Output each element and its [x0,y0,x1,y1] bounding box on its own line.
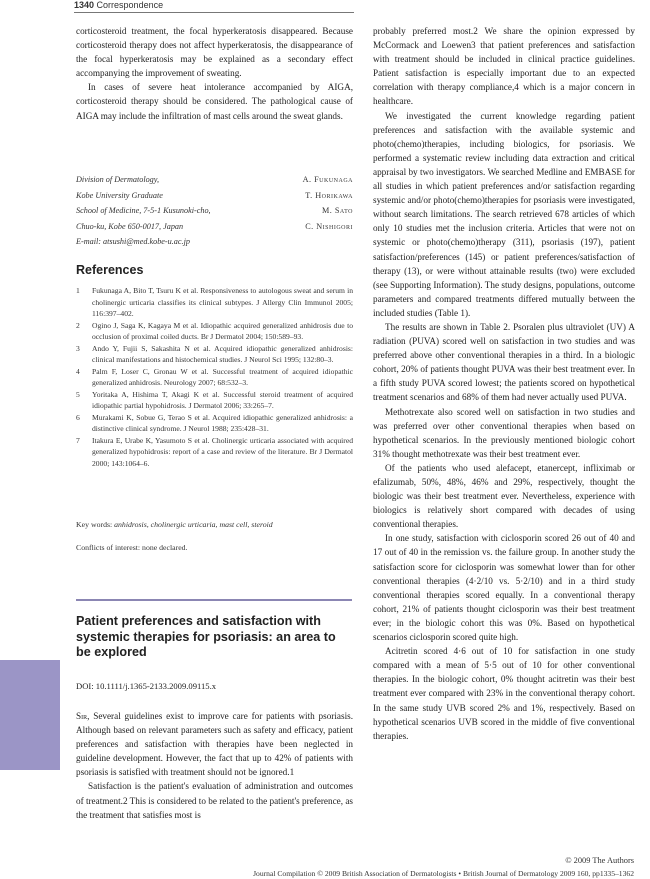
address-line: Chuo-ku, Kobe 650-0017, Japan [76,221,184,231]
section-separator [76,599,352,601]
body-paragraph: Acitretin scored 4·6 out of 10 for satisfaction in one study compared with a mean of 5·5 out of 10 for other conventional therapies. In the biologic cohort, 0% thought acitretin was their best treatment ever compared with 23% in the conventional therapy cohort. In the same study UVB scored 2% and 1%, respectively. Based on hypothetical scenarios UVB scored in the middle of five conventional therapies. [373,646,635,741]
author-name: T. Horikawa [305,190,353,200]
author-name: M. Sato [322,206,353,216]
body-paragraph: In cases of severe heat intolerance accompanied by AIGA, corticosteroid therapy should be considered. The pathological cause of AIGA may include the infiltration of mast cells around the sweat glands. [76,82,353,121]
side-color-tab [0,660,60,770]
reference-item: 1 Fukunaga A, Bito T, Tsuru K et al. Responsiveness to autologous sweat and serum in cholinergic urticaria classifies its clinical subtypes. J Allergy Clin Immunol 2005; 116:397–402. [76,286,353,318]
address-line: Kobe University Graduate [76,190,163,200]
reference-item: 4 Palm F, Loser C, Gronau W et al. Successful treatment of acquired idiopathic generalized anhidrosis. Neurology 2007; 68:532–3. [76,366,353,387]
body-paragraph: probably preferred most.2 We share the opinion expressed by McCormack and Loewen3 that patient preferences and satisfaction with treatment should be included in clinical practice guidelines. Patient satisfaction is especially important due to an expected correlation with therapy compliance,4 which is a major concern in healthcare. [373,26,635,107]
reference-item: 2 Ogino J, Saga K, Kagaya M et al. Idiopathic acquired generalized anhidrosis due to occlusion of proximal coiled ducts. Br J Dermatol 2004; 150:589–93. [76,320,353,341]
body-paragraph: Satisfaction is the patient's evaluation of administration and outcomes of treatment.2 This is considered to be related to the patient's preference, as the treatment that satisfies most is [76,781,354,820]
body-paragraph: Methotrexate also scored well on satisfaction in two studies and was preferred over other conventional therapies when based on hypothetical scenarios. In the previously mentioned biologic cohort 31% thought methotrexate was their best treatment ever. [373,406,635,459]
conflicts-of-interest: Conflicts of interest: none declared. [76,543,188,552]
references-list [76,285,353,469]
author-address [76,172,353,250]
address-line: School of Medicine, 7-5-1 Kusunoki-cho, [76,206,211,216]
body-paragraph: We investigated the current knowledge regarding patient preferences and satisfaction with the available systemic and photo(chemo)therapies, including biologics, for psoriasis. We performed a systematic review including data extraction and critical appraisal by two investigators. We searched Medline and EMBASE for all studies in which patient preferences and/or satisfaction regarding systemic and/or photo(chemo)therapies for psoriasis were investigated, without search limitations. The search retrieved 678 articles of which only 10 studies met the inclusion criteria. Articles that were not on systemic or photo(chemo)therapy (311), psoriasis (197), patient satisfaction/preferences (145) or patient preferences/satisfaction of therapy (13), or were without attainable results (two) were excluded (see Supporting Information). The study designs, populations, outcome parameters and compared treatments differed mutually between the included studies (Table 1). [373,110,635,318]
body-paragraph: The results are shown in Table 2. Psoralen plus ultraviolet (UV) A radiation (PUVA) scored well on satisfaction in two studies and was preferred above other conventional therapies in a third. In a biologic cohort, 20% of patients thought PUVA was their best treatment ever. In a fifth study PUVA scored lowest; the patients scored on hypothetical treatment scenarios and 68% of them had never actually used PUVA. [373,321,635,403]
reference-item: 7 Itakura E, Urabe K, Yasumoto S et al. Cholinergic urticaria associated with acquired generalized hypohidrosis: report of a case and review of the literature. Br J Dermatol 2000; 143:1064–6. [76,435,353,468]
keywords-label: Key words: [76,520,113,529]
running-header [74,0,634,12]
email-line: E-mail: atsushi@med.kobe-u.ac.jp [76,237,190,247]
body-paragraph: corticosteroid treatment, the focal hyperkeratosis disappeared. Because corticosteroid therapy does not affect hyperkeratosis, the disappearance of the focal hyperkeratosis may be explained as a secondary effect accompanying the improvement of sweating. [76,26,353,79]
page-number: 1340 [74,0,95,10]
body-paragraph: Of the patients who used alefacept, etanercept, infliximab or efalizumab, 50%, 48%, 46% and 29%, respectively, thought the biologic was their best treatment ever. Nevertheless, experience with biologics is relatively short compared with decades of using conventional therapies. [373,462,635,530]
article-body-right [373,24,635,743]
author-names [303,172,353,234]
reference-item: 3 Ando Y, Fujii S, Sakashita N et al. Acquired idiopathic generalized anhidrosis: clinical manifestations and histochemical studies. J Neurol Sci 1995; 132:80–3. [76,343,353,364]
footer-journal-line: Journal Compilation © 2009 British Association of Dermatologists • British Journal of Dermatology 2009 160, pp1335–1362 [253,869,634,878]
author-name: A. Fukunaga [302,175,353,184]
header-rule [74,12,354,13]
article-doi: DOI: 10.1111/j.1365-2133.2009.09115.x [76,681,217,691]
keywords-value: anhidrosis, cholinergic urticaria, mast cell, steroid [114,520,273,529]
body-paragraph: In one study, satisfaction with ciclosporin scored 26 out of 40 and 17 out of 40 in the remission vs. the failure group. In another study the satisfaction score for ciclosporin was somewhat lower than for other conventional therapies (4·2/10 vs. 5·2/10) and in a third study conventional therapies scored equally. In a conventional therapy cohort, 21% of patients thought ciclosporin was their best treatment ever; in the biologic cohort this was 0%. Based on hypothetical scenarios ciclosporin scored quite high. [373,533,635,643]
author-name: C. Nishigori [305,221,353,231]
footer-copyright: © 2009 The Authors [565,856,634,865]
reference-item: 5 Yoritaka A, Hishima T, Akagi K et al. Successful steroid treatment of acquired idiopathic partial hypohidrosis. J Dermatol 2006; 33:265–7. [76,389,353,410]
reference-item: 6 Murakami K, Sobue G, Terao S et al. Acquired idiopathic generalized anhidrosis: a distinctive clinical syndrome. J Neurol 1988; 235:428–31. [76,412,353,433]
salutation: Sir, [76,711,90,721]
keywords [76,520,353,529]
article-title: Patient preferences and satisfaction with systemic therapies for psoriasis: an area to be explored [76,614,336,659]
section-name: Correspondence [96,0,164,10]
article-body-left [76,709,353,822]
references-heading: References [76,263,144,277]
body-paragraph: Sir, Several guidelines exist to improve care for patients with psoriasis. Although based on relevant parameters such as safety and efficacy, patient preferences and satisfaction with therapies have been neglected in guideline development. However, the fact that up to 42% of patients with psoriasis is satisfied with treatment should not be ignored.1 [76,711,353,778]
address-line: Division of Dermatology, [76,175,160,184]
previous-letter-ending [76,24,353,123]
